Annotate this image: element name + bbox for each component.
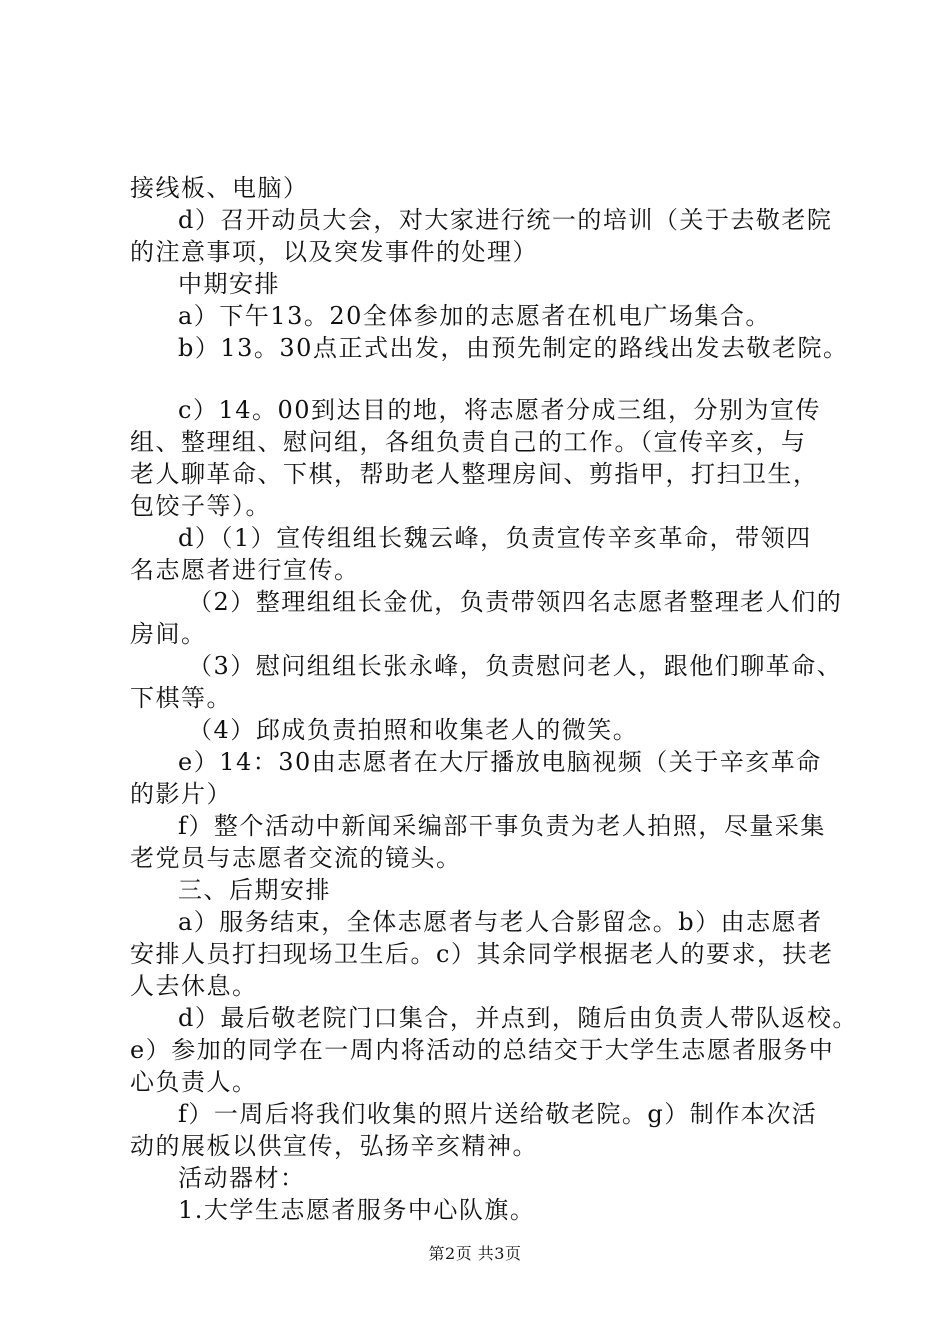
text-line: 心负责人。 [130, 1068, 258, 1096]
text-line: 安排人员打扫现场卫生后。c）其余同学根据老人的要求，扶老 [130, 940, 834, 968]
text-line: 接线板、电脑） [130, 174, 309, 202]
text-line: 老人聊革命、下棋，帮助老人整理房间、剪指甲，打扫卫生， [130, 460, 819, 488]
text-line: 名志愿者进行宣传。 [130, 556, 360, 584]
text-line: 包饺子等）。 [130, 492, 271, 520]
text-line: f）一周后将我们收集的照片送给敬老院。g）制作本次活 [178, 1100, 818, 1128]
text-line: 房间。 [130, 620, 207, 648]
text-line: a）下午13。20全体参加的志愿者在机电广场集合。 [178, 302, 771, 330]
text-line: 组、整理组、慰问组，各组负责自己的工作。（宣传辛亥，与 [130, 428, 807, 456]
text-line: f）整个活动中新闻采编部干事负责为老人拍照，尽量采集 [178, 812, 826, 840]
text-line: e）参加的同学在一周内将活动的总结交于大学生志愿者服务中 [130, 1036, 835, 1064]
text-line: 1.大学生志愿者服务中心队旗。 [178, 1196, 536, 1224]
section-heading: 中期安排 [178, 270, 280, 298]
text-line: e）14：30由志愿者在大厅播放电脑视频（关于辛亥革命 [178, 748, 822, 776]
text-line: 下棋等。 [130, 684, 232, 712]
text-line: （3）慰问组组长张永峰，负责慰问老人，跟他们聊革命、 [188, 652, 843, 680]
text-line: （4）邱成负责拍照和收集老人的微笑。 [188, 716, 639, 744]
text-line: 人去休息。 [130, 972, 258, 1000]
document-body [130, 172, 858, 1226]
paragraph-gap [130, 364, 836, 394]
section-heading: 活动器材： [178, 1164, 306, 1192]
text-line: c）14。00到达目的地，将志愿者分成三组，分别为宣传 [178, 396, 822, 424]
text-line: b）13。30点正式出发，由预先制定的路线出发去敬老院。 [178, 334, 849, 362]
text-line: 的注意事项，以及突发事件的处理） [130, 238, 538, 266]
text-line: d）最后敬老院门口集合，并点到，随后由负责人带队返校。 [178, 1004, 858, 1032]
text-line: 的影片） [130, 780, 232, 808]
text-line: 动的展板以供宣传，弘扬辛亥精神。 [130, 1132, 538, 1160]
page-number-footer: 第2页 共3页 [428, 1244, 522, 1263]
section-heading: 三、后期安排 [178, 876, 331, 904]
text-line: （2）整理组组长金优，负责带领四名志愿者整理老人们的 [188, 588, 843, 616]
text-line: 老党员与志愿者交流的镜头。 [130, 844, 462, 872]
text-line: d）召开动员大会，对大家进行统一的培训（关于去敬老院 [178, 206, 833, 234]
text-line: a）服务结束，全体志愿者与老人合影留念。b）由志愿者 [178, 908, 823, 936]
text-line: d）（1）宣传组组长魏云峰，负责宣传辛亥革命，带领四 [178, 524, 812, 552]
